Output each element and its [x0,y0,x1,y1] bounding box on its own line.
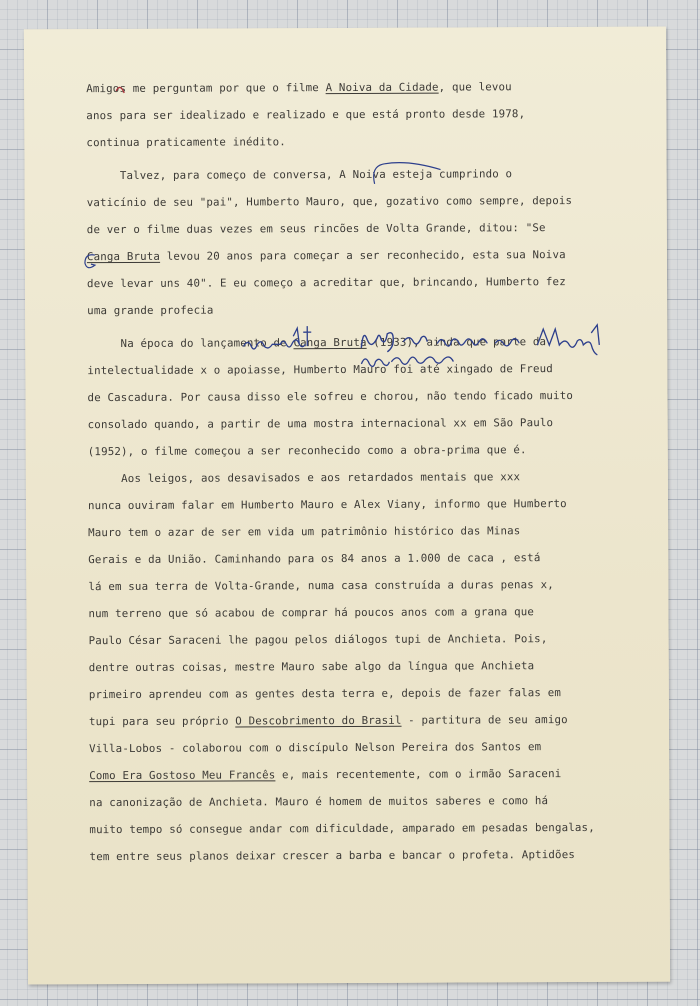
text-segment: e, mais recentemente, com o irmão Saraceni [275,767,562,782]
text-line [87,328,647,357]
text-segment: Na época do lançamento de [87,336,294,351]
typescript-page [24,27,670,985]
film-title: O Descobrimento do Brasil [235,713,402,728]
text-segment: (1933), ainda que parte da [366,335,547,349]
text-line: de Cascadura. Por causa disso ele sofreu e chorou, não tendo ficado muito [87,389,574,405]
film-title: A Noiva da Cidade [325,80,439,95]
text-line: num terreno que só acabou de comprar há poucos anos com a grana que [88,605,535,621]
text-line: lá em sua terra de Volta-Grande, numa casa construída a duras penas x, [88,578,554,594]
text-segment: - partitura de seu amigo [401,713,568,727]
text-line [86,160,646,189]
text-line: intelectualidade x o apoiasse, Humberto Mauro foi até xingado de Freud [87,362,553,378]
text-segment: esteja cumprindo o [385,167,513,181]
text-line: Gerais e da União. Caminhando para os 84 anos a 1.000 de caca , está [88,551,541,567]
text-line [89,760,649,789]
text-line: Aos leigos, aos desavisados e aos retardados mentais que xxx [87,470,521,486]
text-line: muito tempo só consegue andar com dificuldade, amparado em pesadas bengalas, [89,820,595,837]
text-line: (1952), o filme começou a ser reconhecido como a obra-prima que é. [87,443,527,459]
text-segment: Amigos me perguntam por que o filme [86,81,326,96]
text-line: deve levar uns 40". E eu começo a acreditar que, brincando, Humberto fez [87,275,566,291]
text-line: Paulo César Saraceni lhe pagou pelos diálogos tupi de Anchieta. Pois, [88,632,548,648]
text-line: Villa-Lobos - colaborou com o discípulo Nelson Pereira dos Santos em [89,740,542,756]
text-line: vaticínio de seu "pai", Humberto Mauro, que, gozativo como sempre, depois [86,194,573,210]
document-body [86,73,649,870]
text-line [89,706,649,735]
text-line: primeiro aprendeu com as gentes desta terra e, depois de fazer falas em [88,686,562,702]
text-line: na canonização de Anchieta. Mauro é homem de muitos saberes e como há [89,794,549,810]
text-line: anos para ser idealizado e realizado e que está pronto desde 1978, [86,107,526,123]
text-line [87,241,647,270]
film-title: Canga Bruta [293,335,367,350]
text-line: dentre outras coisas, mestre Mauro sabe algo da língua que Anchieta [88,659,535,675]
film-title: Como Era Gostoso Meu Francês [89,768,276,783]
text-line: de ver o filme duas vezes em seus rincões de Volta Grande, ditou: "Se [86,221,546,237]
film-title: Canga Bruta [86,249,161,264]
text-segment: levou 20 anos para começar a ser reconhecido, esta sua Noiva [160,248,566,263]
text-line: continua praticamente inédito. [86,135,286,150]
text-line: Mauro tem o azar de ser em vida um patrimônio histórico das Minas [88,524,521,540]
film-title: A Noiva [339,167,386,182]
text-line: tem entre seus planos deixar crescer a barba e bancar o profeta. Aptidões [89,848,576,864]
text-line: nunca ouviram falar em Humberto Mauro e Alex Viany, informo que Humberto [87,497,567,513]
text-segment: , que levou [438,80,512,94]
text-line [86,73,646,102]
text-segment: tupi para seu próprio [88,714,236,729]
text-line: uma grande profecia [87,303,214,318]
text-segment: Talvez, para começo de conversa, [86,168,340,183]
text-line: consolado quando, a partir de uma mostra internacional xx em São Paulo [87,416,554,432]
